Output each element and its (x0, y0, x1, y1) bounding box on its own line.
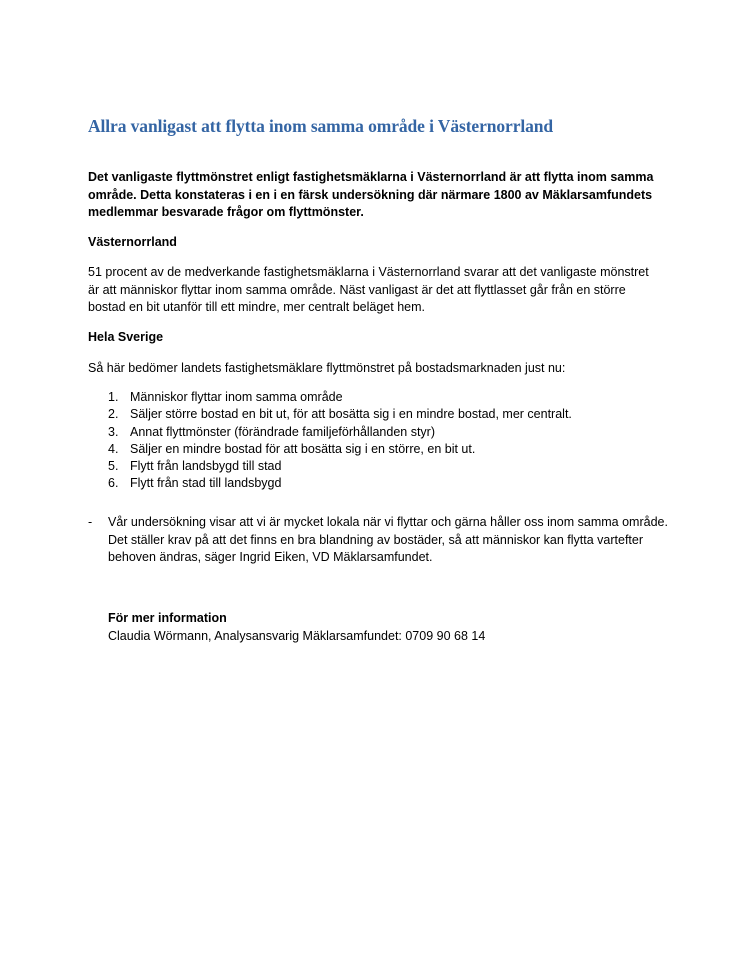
contact-heading: För mer information (108, 611, 227, 625)
regional-paragraph: 51 procent av de medverkande fastighetsmäklarna i Västernorrland svarar att det vanligaste mönstret är att människor flyttar inom samma område. Näst vanligast är det att flyttlasset går från en större bostad en bit utanför till ett mindre, mer centralt beläget hem. (88, 265, 649, 314)
list-item (108, 458, 572, 475)
list-item-text: Flytt från stad till landsbygd (130, 476, 282, 491)
national-intro: Så här bedömer landets fastighetsmäklare flyttmönstret på bostadsmarknaden just nu: (88, 361, 566, 375)
list-item-text: Annat flyttmönster (förändrade familjeförhållanden styr) (130, 424, 436, 439)
list-item-number: 4. (108, 441, 119, 456)
contact-details: Claudia Wörmann, Analysansvarig Mäklarsamfundet: 0709 90 68 14 (108, 629, 486, 643)
list-item-text: Säljer större bostad en bit ut, för att bosätta sig i en mindre bostad, mer centralt. (130, 407, 572, 422)
list-item-number: 3. (108, 424, 119, 439)
list-item-number: 6. (108, 476, 119, 491)
list-item (108, 475, 572, 492)
list-item-number: 5. (108, 459, 119, 474)
list-item-number: 1. (108, 390, 119, 404)
list-item-text: Säljer en mindre bostad för att bosätta sig i en större, en bit ut. (130, 441, 476, 456)
list-item (108, 406, 572, 423)
quote-text: Vår undersökning visar att vi är mycket lokala när vi flyttar och gärna håller oss inom samma område. Det ställer krav på att det finns en bra blandning av bostäder, så att människor kan flytta vartefter behoven ändras, säger Ingrid Eiken, VD Mäklarsamfundet. (108, 515, 668, 564)
list-item-text: Människor flyttar inom samma område (130, 390, 343, 404)
lead-paragraph: Det vanligaste flyttmönstret enligt fastighetsmäklarna i Västernorrland är att flytta inom samma område. Detta konstateras i en i en färsk undersökning där närmare 1800 av Mäklarsamfundets medlemmar besvarade frågor om flyttmönster. (88, 170, 654, 219)
regional-heading: Västernorrland (88, 235, 177, 249)
national-heading: Hela Sverige (88, 330, 164, 344)
list-item (108, 424, 572, 441)
document-title: Allra vanligast att flytta inom samma område i Västernorrland (88, 116, 554, 136)
ranking-list (108, 389, 572, 493)
contact-block (108, 609, 485, 645)
list-item (108, 441, 572, 458)
quote-dash: - (88, 515, 93, 529)
list-item-number: 2. (108, 407, 119, 422)
list-item-text: Flytt från landsbygd till stad (130, 459, 282, 474)
list-item (108, 389, 572, 406)
